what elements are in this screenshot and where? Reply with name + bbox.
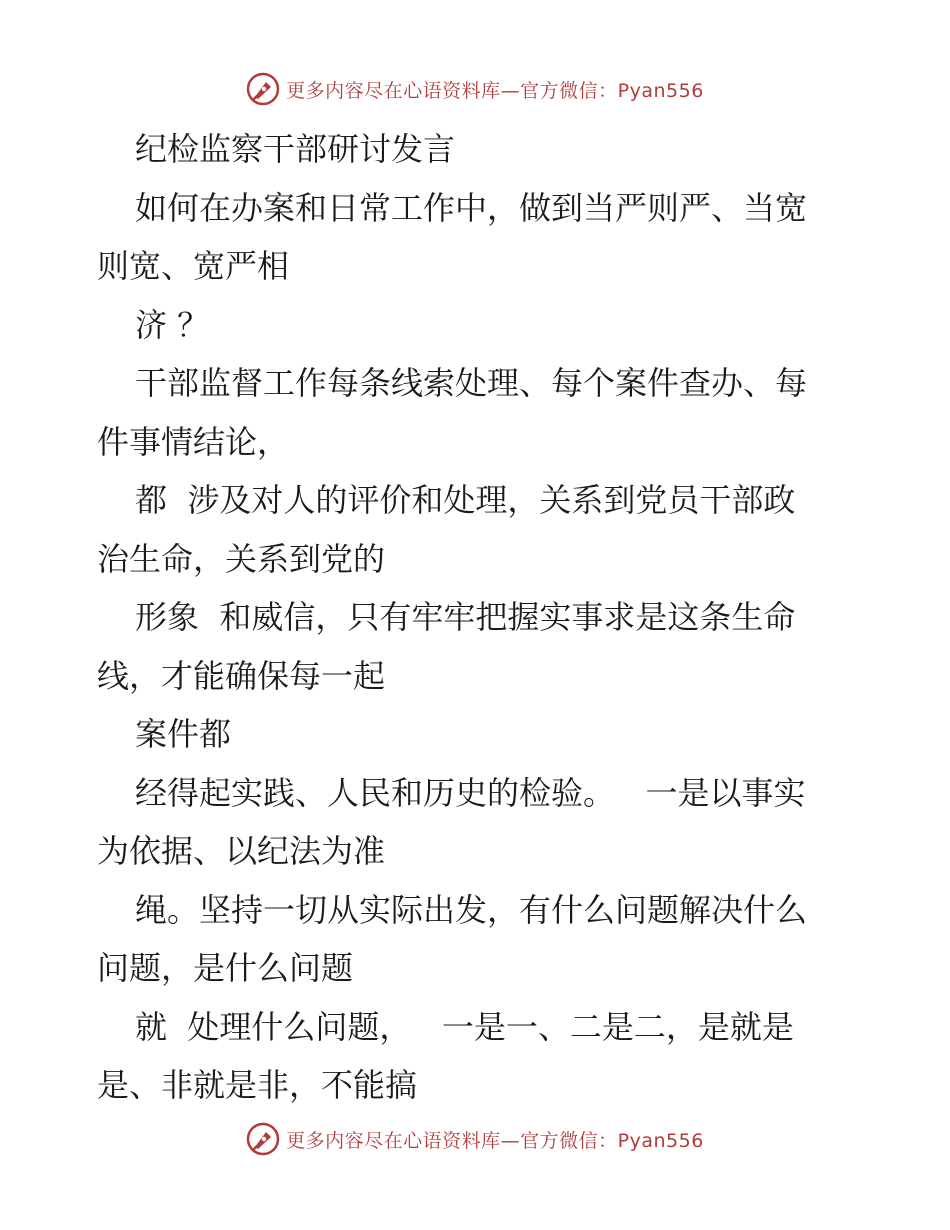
pen-nib-logo-icon — [246, 1122, 280, 1156]
paragraph-line: 如何在办案和日常工作中，做到当严则严、当宽 — [135, 188, 808, 227]
watermark-text: 更多内容尽在心语资料库—官方微信：Pyan556 — [286, 1129, 704, 1152]
watermark-text: 更多内容尽在心语资料库—官方微信：Pyan556 — [286, 79, 704, 102]
document-body — [97, 120, 857, 1115]
watermark-header — [0, 67, 950, 111]
paragraph-line: 则宽、宽严相 — [97, 247, 290, 285]
paragraph-line: 为依据、以纪法为准 — [97, 832, 386, 870]
paragraph-line: 线，才能确保每一起 — [97, 656, 386, 695]
paragraph-line: 案件都 — [135, 715, 232, 753]
paragraph-line: 件事情结论， — [97, 422, 290, 461]
paragraph-line: 干部监督工作每条线索处理、每个案件查办、每 — [135, 364, 808, 402]
paragraph-line: 是、非就是非，不能搞 — [97, 1066, 418, 1104]
paragraph-line: 形象 和威信，只有牢牢把握实事求是这条生命 — [135, 598, 796, 636]
paragraph-line: 都 涉及对人的评价和处理，关系到党员干部政 — [135, 481, 796, 519]
paragraph-line: 绳。坚持一切从实际出发，有什么问题解决什么 — [135, 890, 808, 929]
paragraph-line: 就 处理什么问题， 一是一、二是二，是就是 — [135, 1007, 794, 1046]
paragraph-line: 经得起实践、人民和历史的检验。 一是以事实 — [135, 773, 806, 812]
paragraph-line: 治生命，关系到党的 — [97, 539, 386, 578]
pen-nib-logo-icon — [246, 72, 280, 106]
paragraph-line: 纪检监察干部研讨发言 — [135, 130, 456, 168]
watermark-footer — [0, 1117, 950, 1161]
paragraph-line: 问题，是什么问题 — [97, 949, 354, 987]
paragraph-line: 济 ？ — [135, 305, 210, 344]
